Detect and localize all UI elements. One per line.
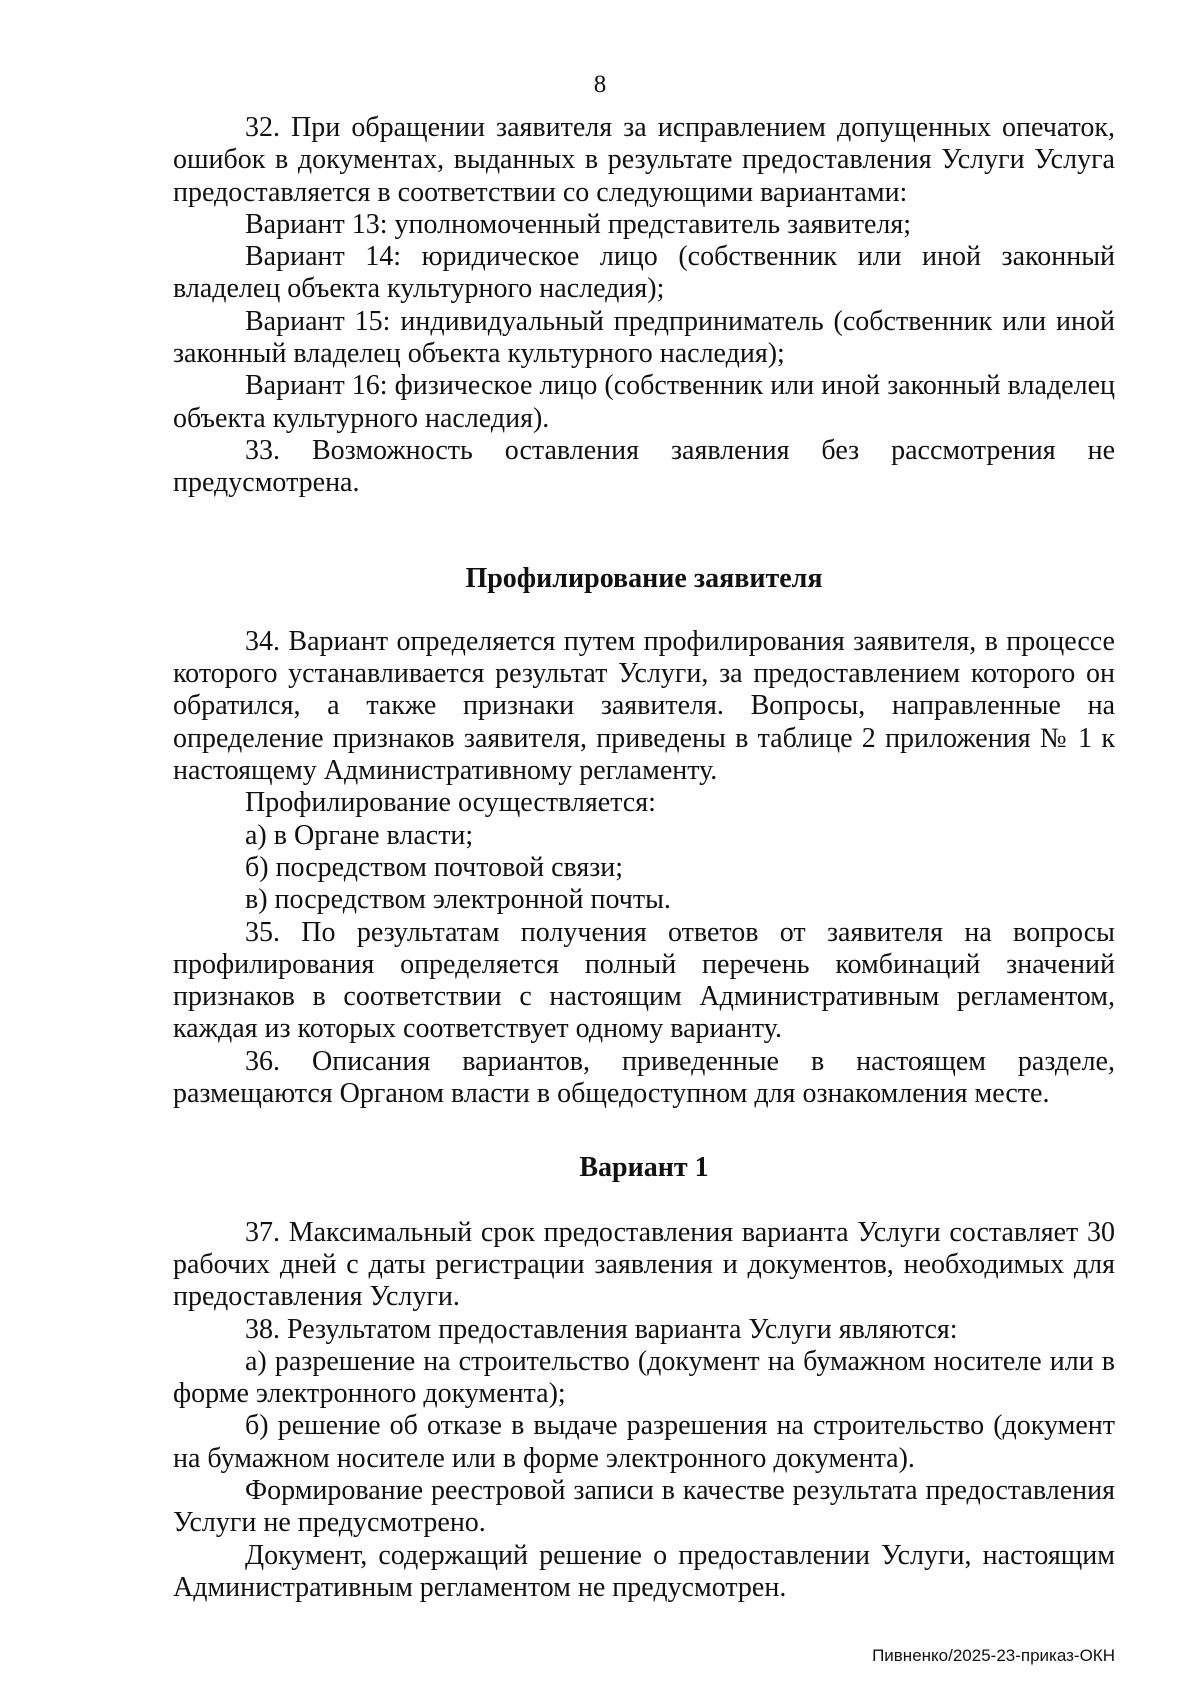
variant-15: Вариант 15: индивидуальный предприниматель (собственник или иной законный владелец объекта культурного наследия);	[173, 305, 1115, 370]
paragraph-38: 38. Результатом предоставления варианта Услуги являются:	[245, 1313, 958, 1345]
decision-document-note: Документ, содержащий решение о предоставлении Услуги, настоящим Административным регламентом не предусмотрен.	[173, 1539, 1115, 1603]
paragraph-34: 34. Вариант определяется путем профилирования заявителя, в процессе которого устанавливается результат Услуги, за предоставлением которого он обратился, а также признаки заявителя. Вопросы, направленные на определение признаков заявителя, приведены в таблице 2 приложения № 1 к настоящему Административному регламенту.	[173, 625, 1115, 787]
paragraph-32: 32. При обращении заявителя за исправлением допущенных опечаток, ошибок в документах, выданных в результате предоставления Услуги Услуга предоставляется в соответствии со следующими вариантами:	[173, 112, 1115, 208]
paragraph-36: 36. Описания вариантов, приведенные в настоящем разделе, размещаются Органом власти в общедоступном для ознакомления месте.	[173, 1045, 1115, 1110]
document-body	[173, 112, 1115, 1604]
result-item-b: б) решение об отказе в выдаче разрешения на строительство (документ на бумажном носителе или в форме электронного документа).	[173, 1410, 1115, 1474]
paragraph-33: 33. Возможность оставления заявления без рассмотрения не предусмотрена.	[173, 434, 1115, 499]
profiling-intro: Профилирование осуществляется:	[245, 787, 656, 819]
paragraph-35: 35. По результатам получения ответов от заявителя на вопросы профилирования определяется полный перечень комбинаций значений признаков в соответствии с настоящим Административным регламентом, каждая из которых соответствует одному варианту.	[173, 916, 1115, 1045]
section-heading-variant-1: Вариант 1	[579, 1152, 709, 1184]
page-number: 8	[593, 71, 607, 98]
footer-document-code: Пивненко/2025-23-приказ-ОКН	[872, 1646, 1115, 1665]
registry-record-note: Формирование реестровой записи в качестве результата предоставления Услуги не предусмотрено.	[173, 1474, 1115, 1539]
variant-16: Вариант 16: физическое лицо (собственник или иной законный владелец объекта культурного наследия).	[173, 370, 1115, 434]
variant-14: Вариант 14: юридическое лицо (собственник или иной законный владелец объекта культурного наследия);	[173, 241, 1115, 305]
section-heading-profiling: Профилирование заявителя	[465, 562, 823, 594]
variant-13: Вариант 13: уполномоченный представитель заявителя;	[245, 208, 912, 240]
paragraph-37: 37. Максимальный срок предоставления варианта Услуги составляет 30 рабочих дней с даты регистрации заявления и документов, необходимых для предоставления Услуги.	[173, 1216, 1115, 1313]
profiling-item-c: в) посредством электронной почты.	[245, 884, 671, 916]
profiling-item-b: б) посредством почтовой связи;	[245, 851, 624, 883]
result-item-a: а) разрешение на строительство (документ на бумажном носителе или в форме электронного документа);	[173, 1345, 1115, 1410]
profiling-item-a: а) в Органе власти;	[245, 819, 474, 851]
